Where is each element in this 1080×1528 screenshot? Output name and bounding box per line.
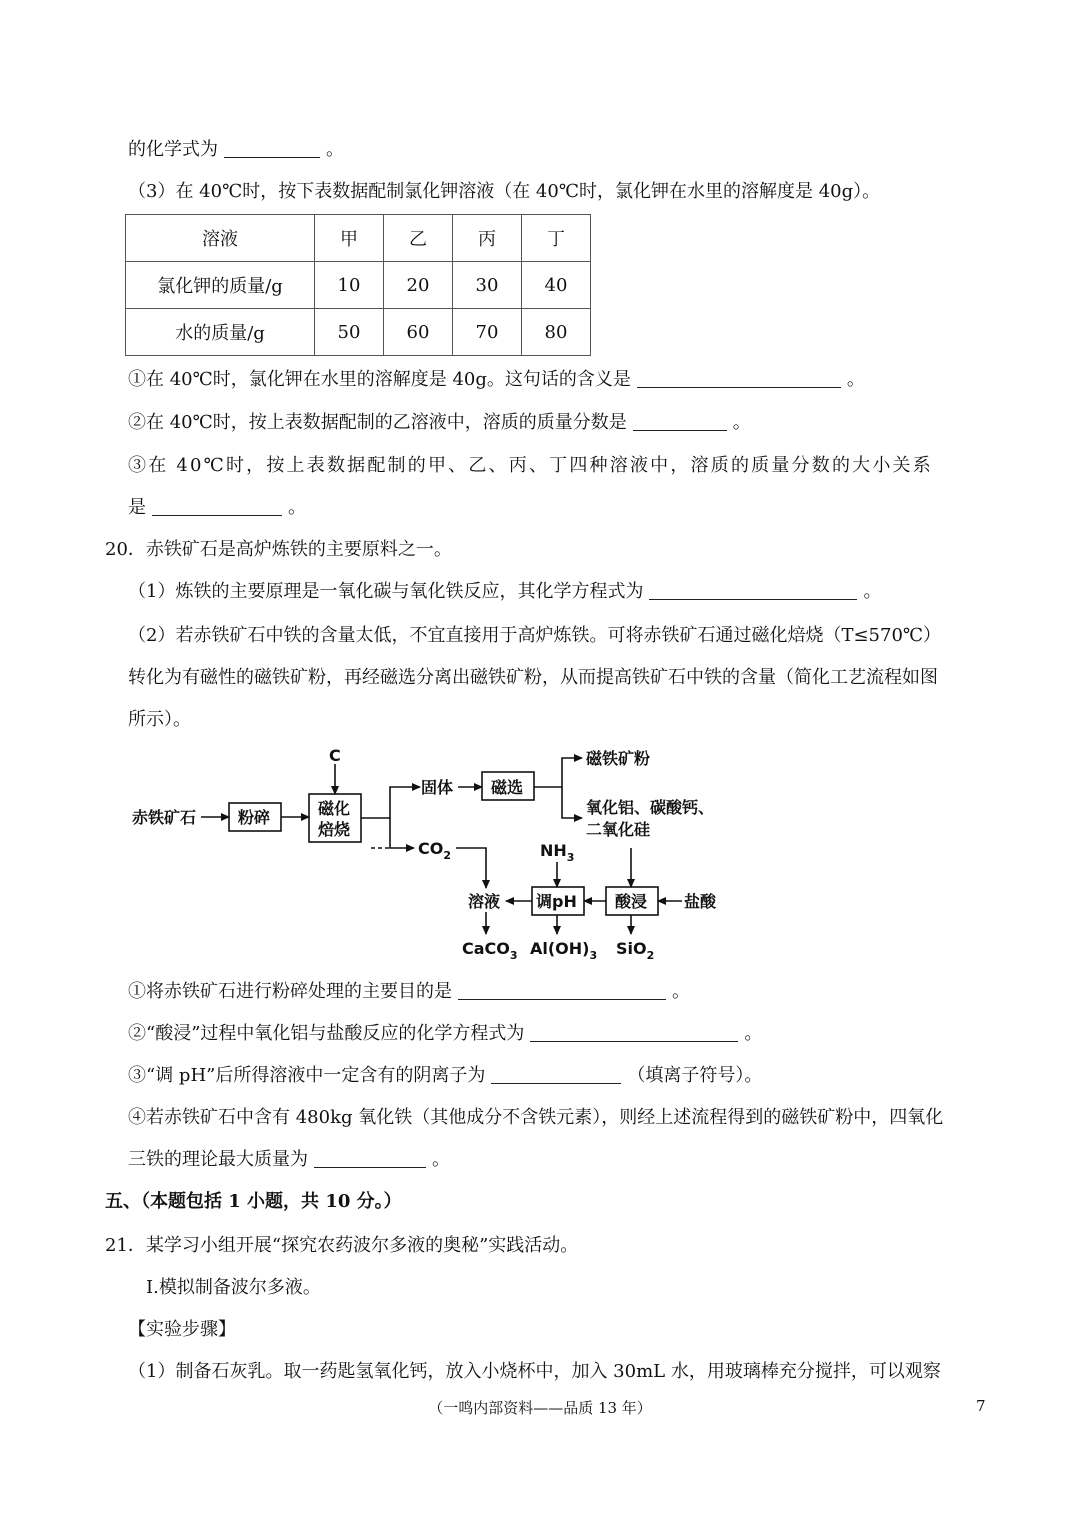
text-line: ④若赤铁矿石中含有 480kg 氧化铁（其他成分不含铁元素），则经上述流程得到的磁铁矿粉中，四氧化 xyxy=(128,1107,944,1128)
flow-carbon-label: C xyxy=(329,746,341,765)
page-footer: （一鸣内部资料——品质 13 年） xyxy=(428,1399,652,1417)
flow-caco3-label: CaCO$_3$ xyxy=(462,939,518,962)
table-cell: 50 xyxy=(315,309,384,356)
answer-blank[interactable] xyxy=(633,412,727,431)
text-line: 所示）。 xyxy=(128,709,191,730)
text-line: 的化学式为 。 xyxy=(128,139,344,160)
answer-blank[interactable] xyxy=(649,581,857,600)
text-line: ②“酸浸”过程中氧化铝与盐酸反应的化学方程式为 。 xyxy=(128,1023,763,1044)
page-number: 7 xyxy=(976,1397,986,1415)
table-cell: 40 xyxy=(522,262,591,309)
flow-input-label: 赤铁矿石 xyxy=(132,808,197,827)
text-line: （1）炼铁的主要原理是一氧化碳与氧化铁反应，其化学方程式为 。 xyxy=(128,581,882,602)
potassium-chloride-table xyxy=(125,214,591,356)
table-header: 丙 xyxy=(453,215,522,262)
table-row xyxy=(126,309,591,356)
text-line: 三铁的理论最大质量为 。 xyxy=(128,1149,450,1170)
table-header: 乙 xyxy=(384,215,453,262)
table-row xyxy=(126,215,591,262)
table-cell: 10 xyxy=(315,262,384,309)
question-21: 21．某学习小组开展“探究农药波尔多液的奥秘”实践活动。 xyxy=(105,1235,579,1256)
answer-blank[interactable] xyxy=(224,139,320,158)
text-line: ③“调 pH”后所得溶液中一定含有的阴离子为 （填离子符号）。 xyxy=(128,1065,763,1086)
table-cell: 30 xyxy=(453,262,522,309)
answer-blank[interactable] xyxy=(152,497,282,516)
text-line: ②在 40℃时，按上表数据配制的乙溶液中，溶质的质量分数是 。 xyxy=(128,412,751,433)
table-cell: 70 xyxy=(453,309,522,356)
flow-magnetite-label: 磁铁矿粉 xyxy=(586,749,651,768)
text-line: 是 。 xyxy=(128,497,306,518)
section-heading: 五、（本题包括 1 小题，共 10 分。） xyxy=(105,1191,402,1212)
table-header: 甲 xyxy=(315,215,384,262)
text-line: （3）在 40℃时，按下表数据配制氯化钾溶液（在 40℃时，氯化钾在水里的溶解度是 40g）。 xyxy=(128,181,881,202)
table-cell: 60 xyxy=(384,309,453,356)
flow-aloh3-label: $Al(OH)_3$ xyxy=(530,939,598,962)
flow-solution-label: 溶液 xyxy=(468,892,501,911)
answer-blank[interactable] xyxy=(530,1023,738,1042)
text-line: （2）若赤铁矿石中铁的含量太低，不宜直接用于高炉炼铁。可将赤铁矿石通过磁化焙烧（T≤570℃） xyxy=(128,625,942,646)
table-cell: 水的质量/g xyxy=(126,309,315,356)
table-cell: 80 xyxy=(522,309,591,356)
text-line: ③在 40℃时，按上表数据配制的甲、乙、丙、丁四种溶液中，溶质的质量分数的大小关系 xyxy=(128,455,933,476)
flow-magsep-label: 磁选 xyxy=(491,778,524,797)
table-header: 溶液 xyxy=(126,215,315,262)
flow-crush-label: 粉碎 xyxy=(238,808,271,827)
text-line: 转化为有磁性的磁铁矿粉，再经磁选分离出磁铁矿粉，从而提高铁矿石中铁的含量（简化工艺流程如图 xyxy=(128,667,938,688)
flow-roast-label: 磁化 xyxy=(318,799,351,818)
text-line: 【实验步骤】 xyxy=(128,1319,236,1340)
flow-sio2-label: SiO$_2$ xyxy=(616,939,655,962)
text-line: ①将赤铁矿石进行粉碎处理的主要目的是 。 xyxy=(128,981,690,1002)
flow-adjust-ph-label: 调pH xyxy=(536,892,577,911)
table-cell: 20 xyxy=(384,262,453,309)
text-line: ①在 40℃时，氯化钾在水里的溶解度是 40g。这句话的含义是 。 xyxy=(128,369,865,390)
table-header: 丁 xyxy=(522,215,591,262)
text-line: Ⅰ.模拟制备波尔多液。 xyxy=(146,1277,321,1298)
question-20: 20．赤铁矿石是高炉炼铁的主要原料之一。 xyxy=(105,539,452,560)
flow-residue-label: 二氧化硅 xyxy=(586,820,651,839)
process-flow-diagram xyxy=(0,740,1080,965)
answer-blank[interactable] xyxy=(314,1149,426,1168)
flow-nh3-label: $NH_3$ xyxy=(540,841,575,864)
table-cell: 氯化钾的质量/g xyxy=(126,262,315,309)
answer-blank[interactable] xyxy=(491,1065,621,1084)
flow-residue-label: 氧化铝、碳酸钙、 xyxy=(586,798,715,817)
flow-hcl-label: 盐酸 xyxy=(684,892,717,911)
answer-blank[interactable] xyxy=(637,369,841,388)
flow-co2-label: $CO_2$ xyxy=(418,839,451,862)
table-row xyxy=(126,262,591,309)
flow-roast-label: 焙烧 xyxy=(318,820,351,839)
flow-acid-leach-label: 酸浸 xyxy=(615,892,648,911)
text-line: （1）制备石灰乳。取一药匙氢氧化钙，放入小烧杯中，加入 30mL 水，用玻璃棒充分搅拌，可以观察 xyxy=(128,1361,941,1382)
answer-blank[interactable] xyxy=(458,981,666,1000)
flow-solid-label: 固体 xyxy=(421,778,454,797)
